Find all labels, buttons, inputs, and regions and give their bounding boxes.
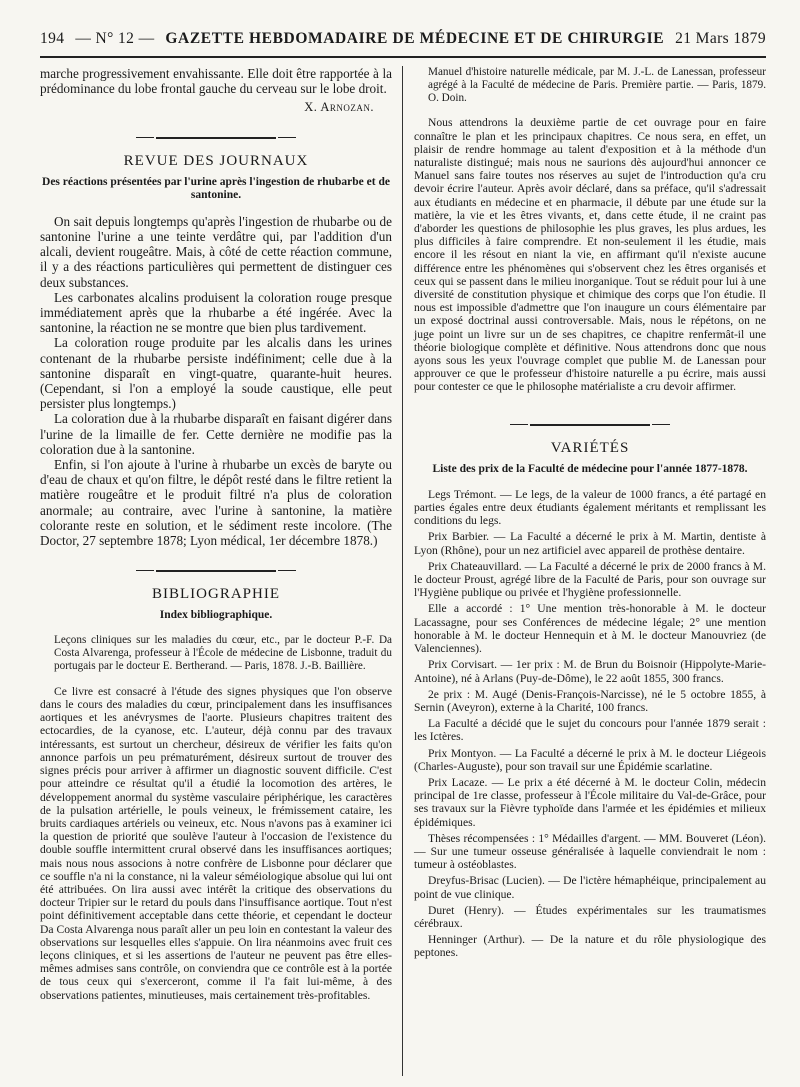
section-separator	[530, 424, 650, 426]
journal-title: GAZETTE HEBDOMADAIRE DE MÉDECINE ET DE CHIRURGIE	[165, 30, 665, 47]
intro-paragraph: marche progressivement envahissante. Elle doit être rapportée à la prédominance du lobe frontal gauche du cerveau sur le lobe droit.	[40, 66, 392, 97]
list-item: Henninger (Arthur). — De la nature et du rôle physiologique des peptones.	[414, 933, 766, 960]
prize-list	[414, 488, 766, 960]
list-item: Elle a accordé : 1° Une mention très-honorable à M. le docteur Lacassagne, pour ses Conférences de médecine légale; 2° une mention honorable à M. le docteur Hennequin et à M. le docteur Manouvriez (de Valenciennes).	[414, 602, 766, 656]
revue-paragraph-3: La coloration rouge produite par les alcalis dans les urines contenant de la rhubarbe persiste indéfiniment; celle due à la santonine disparaît en vingt-quatre, quarante-huit heures. (Cependant, si l'on a employé la soude caustique, elle peut persister plus longtemps.)	[40, 335, 392, 412]
author-signature: X. Arnozan.	[304, 100, 374, 115]
list-item: Dreyfus-Brisac (Lucien). — De l'ictère hémaphéique, principalement au point de vue clinique.	[414, 874, 766, 901]
revue-paragraph-5: Enfin, si l'on ajoute à l'urine à rhubarbe un excès de baryte ou d'eau de chaux et qu'on filtre, le dépôt resté dans le filtre retient la matière rougeâtre et le produit filtré n'a plus de coloration anormale; au contraire, avec l'urine à santonine, la matière colorante reste en solution, et le sédiment reste incolore. (The Doctor, 27 septembre 1878; Lyon médical, 1er décembre 1878.)	[40, 457, 392, 549]
list-item: Legs Trémont. — Le legs, de la valeur de 1000 francs, a été partagé en parties égales entre deux étudiants également méritants et remplissant les conditions du legs.	[414, 487, 766, 528]
revue-paragraph-4: La coloration due à la rhubarbe disparaît en faisant digérer dans l'urine de la limaille de fer. Cette dernière ne modifie pas la coloration due à la santonine.	[40, 411, 392, 457]
manuel-entry-body: Nous attendrons la deuxième partie de cet ouvrage pour en faire connaître le plan et les principaux chapitres. Ce nous sera, en effet, un plaisir de rendre hommage au talent d'exposition et à la méthode d'un naturaliste distingué; mais nous ne saurions dès aujourd'hui annoncer ce Manuel sans faire toutes nos réserves au sujet de l'introduction qu'a cru devoir écrire l'auteur. Après avoir déclaré, dans sa préface, qu'il s'adressait aux étudiants en médecine et en pharmacie, il débute par une étude sur la matière, la vie et les êtres vivants, et, dans cette étude, il ne craint pas d'aborder les questions de philosophie les plus graves, les plus ardues, les plus difficiles à faire comprendre. Et non-seulement il les étudie, mais encore il les résout en niant la vie, en affirmant qu'il n'existe aucune différence entre les phénomènes qui s'observent chez les êtres organisés et ceux qui se passent dans le milieu inorganique. Tout se réduit pour lui à une diversité de constitution physique et chimique des corps que l'on étudie. Il nous est impossible d'admettre que l'on inaugure un cours élémentaire par un exposé doctrinal aussi controversable. Mais, nous le répétons, on ne juge point un livre sur un de ses chapitres, ce chapitre renfermât-il une théorie biologique complète et définitive. Nous attendrons donc que nous ayons sous les yeux l'ouvrage complet que publie M. de Lanessan pour approuver ce que le professeur d'histoire naturelle a pu écrire, mais aussi pour contester ce que le philosophe matérialiste a cru devoir affirmer.	[414, 116, 766, 394]
varietes-heading: VARIÉTÉS	[550, 439, 630, 456]
list-item: Prix Chateauvillard. — La Faculté a décerné le prix de 2000 francs à M. le docteur Proust, agrégé libre de la Faculté de Paris, pour son ouvrage sur l'Hygiène publique ou privée et l'hygiène professionnelle.	[414, 559, 766, 600]
revue-paragraph-1: On sait depuis longtemps qu'après l'ingestion de rhubarbe ou de santonine l'urine a une teinte verdâtre qui, par l'addition d'un alcali, devient rougeâtre. Mais, à côté de cette réaction commune, il y a des réactions particulières qui permettent de distinguer ces deux substances.	[40, 213, 392, 290]
list-item: Prix Lacaze. — Le prix a été décerné à M. le docteur Colin, médecin principal de 1re classe, professeur à l'École militaire du Val-de-Grâce, pour ses travaux sur la Fièvre typhoïde dans l'armée et les épidémies et milieux épidémiques.	[414, 775, 766, 829]
issue-date: 21 Mars 1879	[675, 30, 766, 47]
left-column	[40, 66, 392, 1002]
column-divider	[402, 66, 403, 1076]
two-column-body	[40, 66, 766, 1002]
revue-heading: REVUE DES JOURNAUX	[123, 152, 309, 169]
list-item: La Faculté a décidé que le sujet du concours pour l'année 1879 serait : les Ictères.	[414, 717, 766, 744]
bibliographie-subheading: Index bibliographique.	[159, 609, 273, 622]
section-separator	[156, 137, 276, 139]
list-item: Prix Corvisart. — 1er prix : M. de Brun du Boisnoir (Hippolyte-Marie-Antoine), né à Arlans (Puy-de-Dôme), le 22 août 1855, 300 francs.	[414, 658, 766, 685]
list-item: 2e prix : M. Augé (Denis-François-Narcisse), né le 5 octobre 1855, à Sernin (Aveyron), externe à la Charité, 100 francs.	[414, 687, 766, 714]
revue-subheading: Des réactions présentées par l'urine après l'ingestion de rhubarbe et de santonine.	[42, 175, 390, 201]
header-rule	[40, 56, 766, 58]
issue-number: — N° 12 —	[75, 30, 155, 47]
revue-paragraph-2: Les carbonates alcalins produisent la coloration rouge presque immédiatement après que la rhubarbe a été ingérée. Avec la santonine, la réaction ne se montre que bien plus tardivement.	[40, 289, 392, 336]
page-number: 194	[40, 30, 65, 47]
bibliographie-heading: BIBLIOGRAPHIE	[152, 586, 280, 603]
varietes-subheading: Liste des prix de la Faculté de médecine pour l'année 1877-1878.	[432, 462, 748, 475]
bibliography-entry-title: Leçons cliniques sur les maladies du cœur, etc., par le docteur P.-F. Da Costa Alvarenga, professeur à l'École de médecine de Lisbonne, traduit du portugais par le docteur E. Bertherand. — Paris, 1878. J.-B. Baillière.	[54, 634, 392, 673]
manuel-entry-title: Manuel d'histoire naturelle médicale, par M. J.-L. de Lanessan, professeur agrégé à la Faculté de médecine de Paris. Première partie. — Paris, 1879. O. Doin.	[428, 66, 766, 104]
list-item: Thèses récompensées : 1° Médailles d'argent. — MM. Bouveret (Léon). — Sur une tumeur osseuse généralisée à laquelle conviendrait le nom : tumeur à ostéoblastes.	[414, 831, 766, 872]
bibliography-entry-body: Ce livre est consacré à l'étude des signes physiques que l'on observe dans le cours des maladies du cœur, principalement dans les insuffisances aortiques et les anévrysmes de l'aorte. Plusieurs chapitres traitent des ectocardies, de la cyanose, etc. L'auteur, déjà connu par des travaux intéressants, est surtout un chercheur, désireux de vérifier les faits qu'on annonce parfois un peu prématurément, désireux surtout de trouver des signes précis pour arriver à affirmer un diagnostic souvent difficile. C'est pour atteindre ce résultat qu'il a étudié la locomotion des artères, le développement anormal du système vasculaire périphérique, les caractères de la pulsation artérielle, le pouls veineux, le frémissement cataire, les bruits cardiaques artériels ou veineux, etc. Nous n'avons pas à examiner ici la question de priorité que soulève l'auteur à l'occasion de l'existence du double souffle intermittent crural observé dans les insuffisances aortiques; mais nous nous associons à notre confrère de Lisbonne pour déclarer que ce souffle n'a ni la constance, ni la valeur séméiologique absolue qui lui ont été attribuées. On lira aussi avec intérêt la critique des observations du docteur Tripier sur le retard du pouls dans l'insuffisance aortique. Tout n'est point définitivement acceptable dans cette théorie, et cependant le docteur Da Costa Alvarenga nous paraît aller un peu loin en contestant la valeur des observations sur lesquelles elles s'appuie. On lira néanmoins avec fruit ces leçons cliniques, et si les assertions de l'auteur ne peuvent pas être elles-mêmes admises sans contrôle, on conviendra que ce contrôle est à la portée de tous ceux qui s'exerceront, comme il l'a fait lui-même, à des observations patientes, minutieuses, mais certainement très-profitables.	[40, 684, 392, 1002]
list-item: Duret (Henry). — Études expérimentales sur les traumatismes cérébraux.	[414, 903, 766, 930]
list-item: Prix Montyon. — La Faculté a décerné le prix à M. le docteur Liégeois (Charles-Auguste), pour son travail sur une Épidémie scarlatine.	[414, 746, 766, 773]
list-item: Prix Barbier. — La Faculté a décerné le prix à M. Martin, dentiste à Lyon (Rhône), pour un nez artificiel avec appareil de prothèse dentaire.	[414, 530, 766, 557]
section-separator	[156, 570, 276, 572]
running-header	[40, 30, 766, 54]
right-column	[414, 66, 766, 1002]
